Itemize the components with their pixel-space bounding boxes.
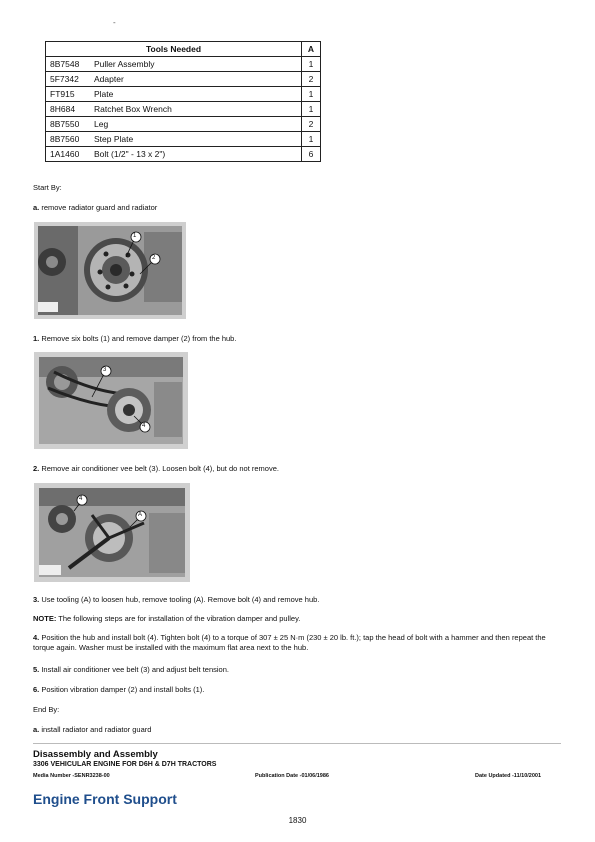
part-qty: 2 <box>302 117 321 132</box>
part-qty: 1 <box>302 57 321 72</box>
manual-subtitle: 3306 VEHICULAR ENGINE FOR D6H & D7H TRACTORS <box>33 761 217 768</box>
step-2 <box>33 464 563 474</box>
step-5 <box>33 665 563 675</box>
step-text: remove radiator guard and radiator <box>39 203 158 212</box>
part-number: 8H684 <box>46 102 91 117</box>
media-number: Media Number -SENR3238-00 <box>33 773 110 779</box>
step-label: 6. <box>33 685 40 694</box>
part-number: 1A1460 <box>46 147 91 162</box>
step-4 <box>33 633 563 653</box>
publication-date: Publication Date -01/06/1986 <box>255 773 329 779</box>
part-name: Plate <box>90 87 302 102</box>
page-number: 1830 <box>288 816 307 825</box>
callout-4: 4 <box>142 423 146 429</box>
callout-1: 1 <box>133 233 137 239</box>
part-name: Ratchet Box Wrench <box>90 102 302 117</box>
step-3 <box>33 595 563 605</box>
table-row <box>46 57 321 72</box>
step-6 <box>33 685 563 695</box>
part-number: 5F7342 <box>46 72 91 87</box>
table-row <box>46 87 321 102</box>
table-row <box>46 102 321 117</box>
part-number: FT915 <box>46 87 91 102</box>
step-text: Position vibration damper (2) and install bolts (1). <box>39 685 205 694</box>
step-label: 3. <box>33 595 40 604</box>
part-qty: 1 <box>302 132 321 147</box>
part-qty: 1 <box>302 102 321 117</box>
part-number: 8B7548 <box>46 57 91 72</box>
part-qty: 6 <box>302 147 321 162</box>
table-row <box>46 132 321 147</box>
part-number: 8B7550 <box>46 117 91 132</box>
step-label: a. <box>33 203 40 212</box>
note-label: NOTE: <box>33 614 57 623</box>
step-label: 4. <box>33 633 40 642</box>
start-by-label: Start By: <box>33 183 62 192</box>
stray-mark: - <box>113 18 116 27</box>
footer-divider <box>33 743 561 744</box>
part-number: 8B7560 <box>46 132 91 147</box>
section-title: Disassembly and Assembly <box>33 749 158 760</box>
date-updated: Date Updated -11/10/2001 <box>475 773 542 779</box>
start-by-step <box>33 203 563 213</box>
step-label: 5. <box>33 665 40 674</box>
step-text: Install air conditioner vee belt (3) and adjust belt tension. <box>39 665 229 674</box>
tooling-photo <box>34 483 190 582</box>
step-text: install radiator and radiator guard <box>39 725 152 734</box>
end-by-label: End By: <box>33 705 60 714</box>
note <box>33 614 563 624</box>
callout-3: 3 <box>103 367 107 373</box>
tools-needed-header: Tools Needed <box>46 42 302 57</box>
next-section-title: Engine Front Support <box>33 791 177 807</box>
step-text: Remove air conditioner vee belt (3). Loosen bolt (4), but do not remove. <box>39 464 279 473</box>
end-by-step <box>33 725 563 735</box>
callout-2: 2 <box>152 255 156 261</box>
step-1 <box>33 334 563 344</box>
part-name: Bolt (1/2" - 13 x 2") <box>90 147 302 162</box>
step-label: 2. <box>33 464 40 473</box>
table-row <box>46 117 321 132</box>
callout-a: A <box>138 512 143 518</box>
tools-needed-table <box>45 41 321 162</box>
step-label: a. <box>33 725 40 734</box>
tools-col-a-header: A <box>302 42 321 57</box>
step-text: Remove six bolts (1) and remove damper (2) from the hub. <box>39 334 237 343</box>
part-name: Leg <box>90 117 302 132</box>
note-text: The following steps are for installation of the vibration damper and pulley. <box>56 614 301 623</box>
callout-4: 4 <box>79 496 83 502</box>
part-name: Step Plate <box>90 132 302 147</box>
part-qty: 2 <box>302 72 321 87</box>
part-qty: 1 <box>302 87 321 102</box>
table-row <box>46 147 321 162</box>
damper-photo <box>34 222 186 319</box>
part-name: Adapter <box>90 72 302 87</box>
step-label: 1. <box>33 334 40 343</box>
table-row <box>46 72 321 87</box>
part-name: Puller Assembly <box>90 57 302 72</box>
step-text: Use tooling (A) to loosen hub, remove tooling (A). Remove bolt (4) and remove hub. <box>39 595 320 604</box>
step-text: Position the hub and install bolt (4). Tighten bolt (4) to a torque of 307 ± 25 N·m (230 ± 20 lb. ft.); tap the head of bolt with a hammer and then repeat the torque again. Washer must be installed with the maximum flat area next to the hub. <box>33 633 546 652</box>
vee-belt-photo <box>34 352 188 449</box>
